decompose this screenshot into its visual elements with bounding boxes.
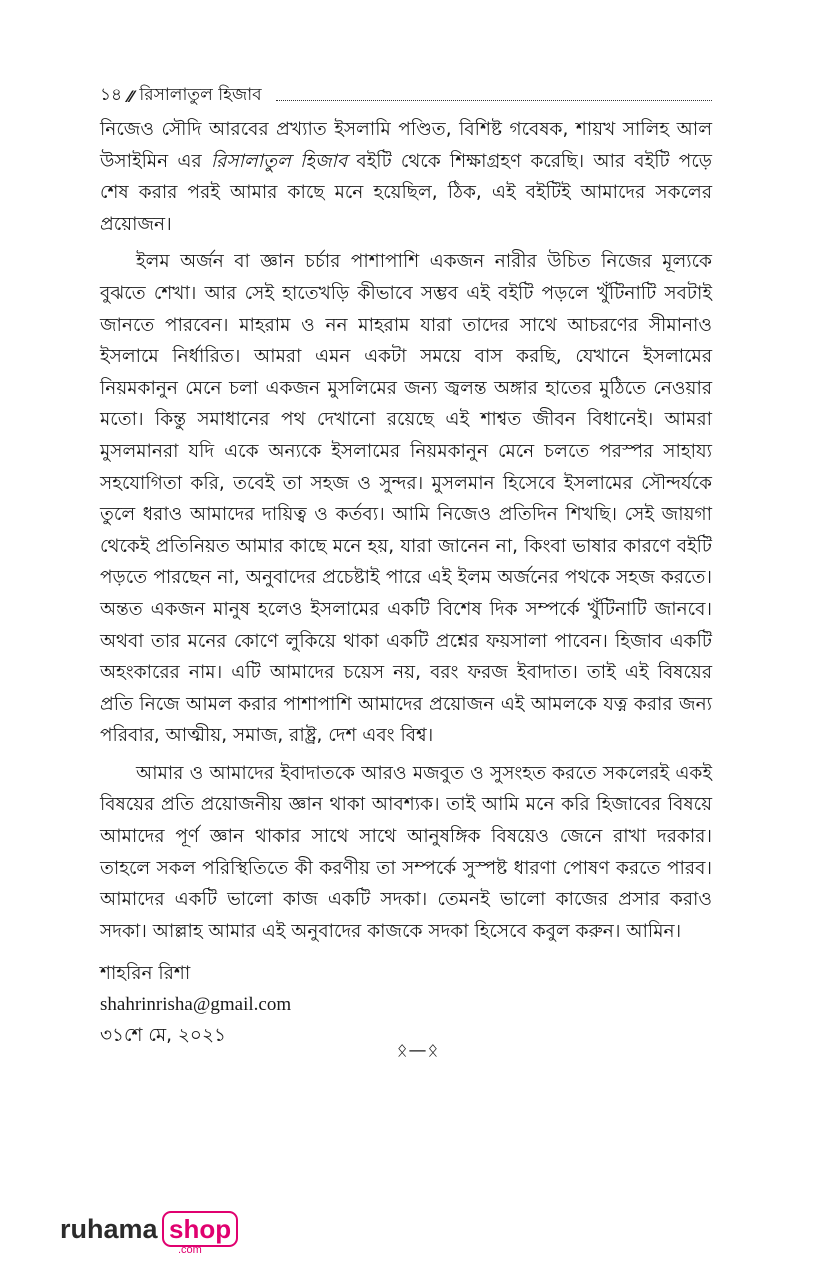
logo-word-shop: shop bbox=[162, 1211, 238, 1247]
paragraph-2: ইলম অর্জন বা জ্ঞান চর্চার পাশাপাশি একজন নারীর উচিত নিজের মূল্যকে বুঝতে শেখা। আর সেই হাতেখড়ি কীভাবে সম্ভব এই বইটি পড়লে খুঁটিনাটি সবটাই জানতে পারবেন। মাহরাম ও নন মাহরাম যারা তাদের সাথে আচরণের সীমানাও ইসলামে নির্ধারিত। আমরা এমন একটা সময়ে বাস করছি, যেখানে ইসলামের নিয়মকানুন মেনে চলা একজন মুসলিমের জন্য জ্বলন্ত অঙ্গার হাতের মুঠিতে নেওয়ার মতো। কিন্তু সমাধানের পথ দেখানো রয়েছে এই শাশ্বত জীবন বিধানেই। আমরা মুসলমানরা যদি একে অন্যকে ইসলামের নিয়মকানুন মেনে চলতে পরস্পর সাহায্য সহযোগিতা করি, তবেই তা সহজ ও সুন্দর। মুসলমান হিসেবে ইসলামের সৌন্দর্যকে তুলে ধরাও আমাদের দায়িত্ব ও কর্তব্য। আমি নিজেও প্রতিদিন শিখছি। সেই জায়গা থেকেই প্রতিনিয়ত আমার কাছে মনে হয়, যারা জানেন না, কিংবা ভাষার কারণে বইটি পড়তে পারছেন না, অনুবাদের প্রচেষ্টাই পারে এই ইলম অর্জনের পথকে সহজ করতে। অন্তত একজন মানুষ হলেও ইসলামের একটি বিশেষ দিক সম্পর্কে খুঁটিনাটি জানবে। অথবা তার মনের কোণে লুকিয়ে থাকা একটি প্রশ্নের ফয়সালা পাবেন। হিজাব একটি অহংকারের নাম। এটি আমাদের চয়েস নয়, বরং ফরজ ইবাদাত। তাই এই বিষয়ের প্রতি নিজে আমল করার পাশাপাশি আমাদের প্রয়োজন এই আমলকে যত্ন করার জন্য পরিবার, আত্মীয়, সমাজ, রাষ্ট্র, দেশ এবং বিশ্ব। bbox=[100, 251, 712, 747]
paragraph-1-pre: নিজেও সৌদি আরবের প্রখ্যাত ইসলামি পণ্ডিত, বিশিষ্ট গবেষক, শায়খ সালিহ আল উসাইমিন এর bbox=[100, 119, 712, 172]
logo-suffix: .com bbox=[178, 1244, 202, 1256]
dotted-rule bbox=[276, 100, 712, 101]
author-email: shahrinrisha@gmail.com bbox=[100, 994, 292, 1015]
signature-block bbox=[100, 958, 291, 1051]
page-header bbox=[100, 82, 712, 106]
running-title: রিসালাতুল হিজাব bbox=[139, 85, 262, 105]
header-mark: ⁄⁄ bbox=[128, 87, 134, 106]
paragraph-3: আমার ও আমাদের ইবাদাতকে আরও মজবুত ও সুসংহত করতে সকলেরই একই বিষয়ের প্রতি প্রয়োজনীয় জ্ঞান থাকা আবশ্যক। তাই আমি মনে করি হিজাবের বিষয়ে আমাদের পূর্ণ জ্ঞান থাকার সাথে সাথে আনুষঙ্গিক বিষয়েও জেনে রাখা দরকার। তাহলে সকল পরিস্থিতিতে কী করণীয় তা সম্পর্কে সুস্পষ্ট ধারণা পোষণ করতে পারব। আমাদের একটি ভালো কাজ একটি সদকা। তেমনই ভালো কাজের প্রসার করাও সদকা। আল্লাহ আমার এই অনুবাদের কাজকে সদকা হিসেবে কবুল করুন। আমিন। bbox=[100, 762, 712, 942]
section-end-ornament: ᛟ—ᛟ bbox=[396, 1040, 440, 1061]
author-name: শাহরিন রিশা bbox=[100, 963, 191, 984]
body-text bbox=[100, 114, 712, 947]
book-title-italic: রিসালাতুল হিজাব bbox=[210, 150, 348, 172]
paragraph-1-post: বইটি থেকে শিক্ষাগ্রহণ করেছি। আর বইটি পড়ে শেষ করার পরই আমার কাছে মনে হয়েছিল, ঠিক, এই বইটিই আমাদের সকলের প্রয়োজন। bbox=[100, 150, 712, 235]
page-number: ১৪ bbox=[100, 85, 123, 105]
logo-word-ruhama: ruhama bbox=[60, 1214, 158, 1244]
signature-date: ৩১শে মে, ২০২১ bbox=[100, 1025, 226, 1046]
paragraph-1 bbox=[100, 114, 712, 240]
